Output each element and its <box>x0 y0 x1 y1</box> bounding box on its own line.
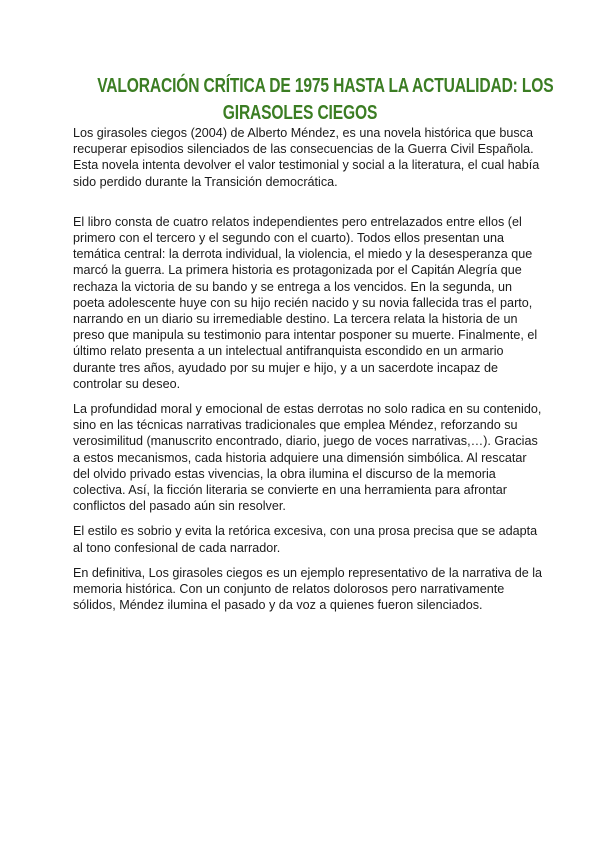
text-line: sido perdido durante la Transición democrática. <box>73 174 338 189</box>
text-line: El estilo es sobrio y evita la retórica excesiva, con una prosa precisa que se adapta <box>73 524 538 539</box>
text-line: temática central: la derrota individual, la violencia, el miedo y la desesperanza que <box>73 247 533 262</box>
text-line: verosimilitud (manuscrito encontrado, diario, juego de voces narrativas,…). Gracias <box>73 434 538 449</box>
text-line: controlar su deseo. <box>73 376 181 391</box>
paragraph <box>73 214 543 392</box>
text-line: a estos mecanismos, cada historia adquiere una dimensión simbólica. Al rescatar <box>73 450 527 465</box>
title-line: GIRASOLES CIEGOS <box>222 102 378 124</box>
text-line: preso que manipula su testimonio para intentar posponer su muerte. Finalmente, el <box>73 328 538 343</box>
text-line: conflictos del pasado aún sin resolver. <box>73 499 286 514</box>
text-line: Esta novela intenta devolver el valor testimonial y social a la literatura, el cual había <box>73 158 540 173</box>
paragraph <box>73 565 543 614</box>
text-line: Los girasoles ciegos (2004) de Alberto Méndez, es una novela histórica que busca <box>73 126 533 140</box>
text-line: poeta adolescente huye con su hijo recién nacido y su novia fallecida tras el parto, <box>73 295 533 310</box>
text-line: del olvido privado estas vivencias, la obra ilumina el discurso de la memoria <box>73 466 496 481</box>
paragraph <box>73 401 543 514</box>
text-line: colectiva. Así, la ficción literaria se convierte en una herramienta para afrontar <box>73 483 508 498</box>
text-line: último relato presenta a un intelectual antifranquista escondido en un armario <box>73 344 504 359</box>
text-line: primero con el tercero y el segundo con el cuarto). Todos ellos presentan una <box>73 231 505 246</box>
text-line: La profundidad moral y emocional de estas derrotas no solo radica en su contenido, <box>73 402 542 417</box>
text-line: al tono confesional de cada narrador. <box>73 540 281 555</box>
text-line: sólidos, Méndez ilumina el pasado y da voz a quienes fueron silenciados. <box>73 598 483 613</box>
paragraph <box>73 125 543 190</box>
title-line: VALORACIÓN CRÍTICA DE 1975 HASTA LA ACTUALIDAD: LOS <box>97 75 554 97</box>
text-line: rechaza la victoria de su bando y se entrega a los vencidos. En la segunda, un <box>73 279 512 294</box>
text-line: sino en las técnicas narrativas tradicionales que emplea Méndez, reforzando su <box>73 418 518 433</box>
document-title <box>40 73 560 127</box>
text-line: El libro consta de cuatro relatos independientes pero entrelazados entre ellos (el <box>73 214 522 229</box>
text-line: En definitiva, Los girasoles ciegos es un ejemplo representativo de la narrativa de la <box>73 565 543 580</box>
text-line: recuperar episodios silenciados de las consecuencias de la Guerra Civil Española. <box>73 142 534 157</box>
paragraph <box>73 523 543 555</box>
text-line: memoria histórica. Con un conjunto de relatos dolorosos pero narrativamente <box>73 582 505 597</box>
document-body <box>73 125 543 622</box>
text-line: durante tres años, ayudado por su mujer e hijo, y a un sacerdote incapaz de <box>73 360 498 375</box>
text-line: narrando en un diario su irremediable destino. La tercera relata la historia de un <box>73 312 518 327</box>
text-line: marcó la guerra. La primera historia es protagonizada por el Capitán Alegría que <box>73 263 522 278</box>
